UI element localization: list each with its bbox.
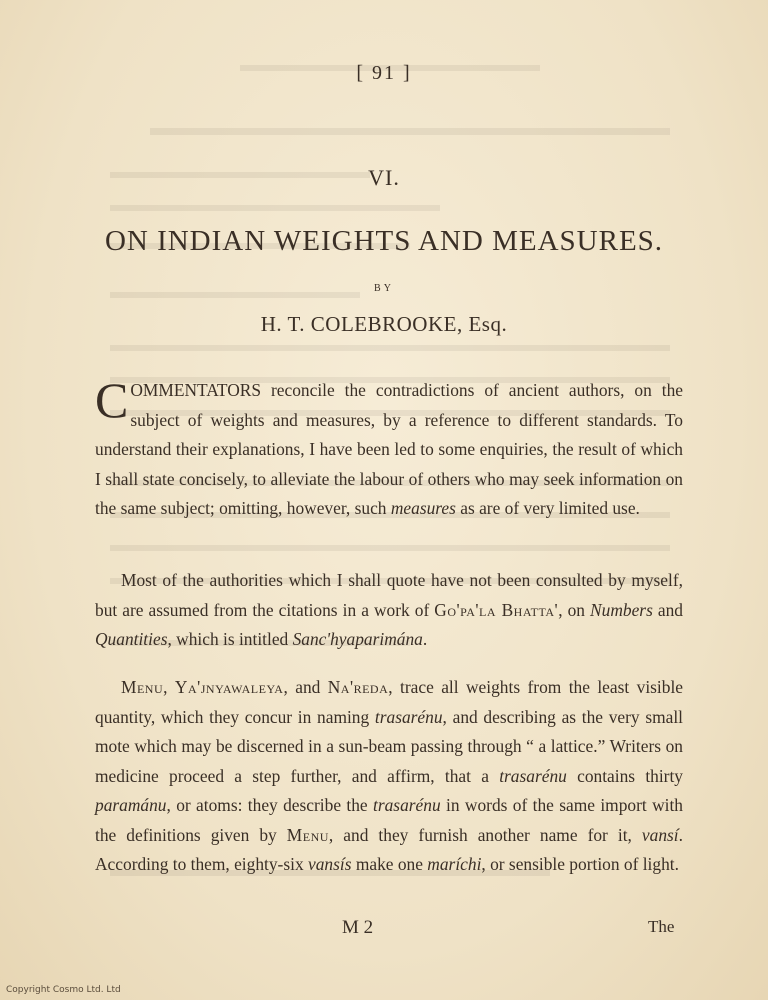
author-name-inline: Na'reda (327, 677, 389, 697)
text-segment: Most of the authorities which I shall quote have not been consulted by myself, but are assumed from the citations in a work of (95, 570, 683, 620)
italic-term: Numbers (590, 599, 653, 620)
author-name-inline: Menu (286, 824, 329, 845)
italic-term: maríchi (427, 854, 482, 874)
italic-term: Sanc'hyaparimána (292, 629, 423, 649)
copyright-notice: Copyright Cosmo Ltd. Ltd (6, 985, 121, 995)
text-segment: . According to them, eighty-six (95, 824, 683, 874)
italic-term: trasarénu (499, 765, 567, 786)
article-title: ON INDIAN WEIGHTS AND MEASURES. (104, 225, 664, 257)
text-segment: , (163, 677, 175, 697)
text-segment: , or sensible portion of light. (481, 854, 679, 874)
paragraph-2 (95, 566, 683, 655)
author-name: H. T. COLEBROOKE, Esq. (260, 312, 508, 336)
text-segment: , which is intitled (167, 629, 293, 649)
text-segment: , trace all weights from the least visible quantity, which they concur in naming (95, 677, 683, 727)
text-segment: and (652, 599, 684, 620)
catchword: The (648, 917, 675, 936)
author-name-inline: Ya'jnyawaleya (174, 677, 284, 697)
italic-term: Quantities (95, 629, 168, 649)
text-segment: , or atoms: they describe the (166, 795, 374, 815)
text-segment: , and (283, 677, 328, 697)
paragraph-body (95, 673, 683, 880)
paragraph-body (95, 566, 683, 655)
drop-cap: C (95, 372, 129, 428)
paragraph-1 (95, 372, 683, 524)
page-number: [ 91 ] (356, 62, 412, 84)
italic-term: paramánu (95, 795, 167, 815)
author-name-inline: Go'pa'la Bhatta' (434, 599, 559, 620)
byline-label: BY (374, 283, 394, 294)
text-segment: as are of very limited use. (455, 498, 640, 518)
italic-term: trasarénu (374, 706, 443, 727)
text-segment: . (422, 629, 428, 649)
text-segment: in words of the same import with the definitions given by (95, 795, 683, 845)
text-segment: make one (351, 854, 428, 874)
text-segment: , and they furnish another name for it, (328, 824, 642, 845)
paragraph-3 (95, 673, 683, 880)
italic-term: measures (390, 498, 456, 518)
italic-term: vansí (641, 824, 679, 845)
text-segment: , and describing as the very small mote which may be discerned in a sun-beam passing through “ a lattice.” Writers on medicine proceed a step further, and affirm, that a (95, 706, 683, 786)
text-segment: contains thirty (566, 765, 683, 786)
italic-term: trasarénu (373, 795, 441, 815)
italic-term: vansís (308, 854, 352, 874)
text-segment: , on (558, 599, 591, 620)
author-name-inline: Menu (121, 677, 164, 697)
section-number: VI. (368, 165, 400, 190)
text-segment: OMMENTATORS reconcile the contradictions of ancient authors, on the subject of weights and measures, by a reference to different standards. To understand their explanations, I have been led to some enquiries, the result of which I shall state concisely, to alleviate the labour of others who may seek information on the same subject; omitting, however, such (95, 380, 683, 518)
signature-mark: M 2 (342, 917, 374, 938)
